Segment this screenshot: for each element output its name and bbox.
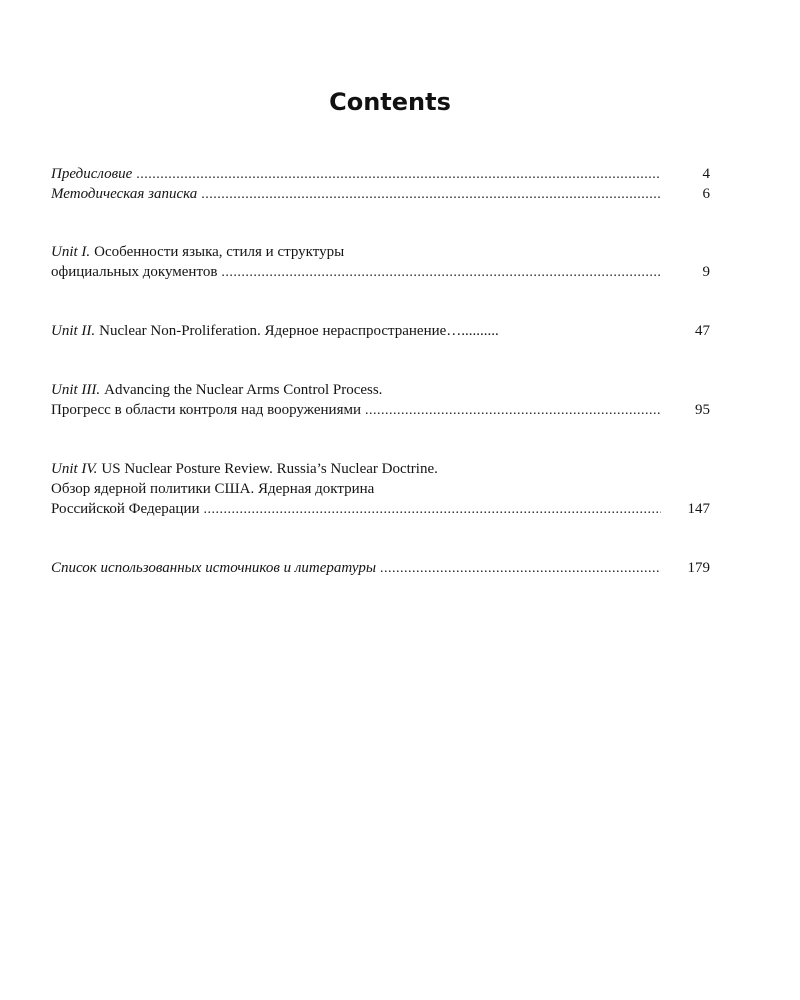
page-title: Contents xyxy=(329,88,451,116)
toc-entry-title: Advancing the Nuclear Arms Control Process. xyxy=(104,382,383,398)
toc-entry-methodical-note[interactable] xyxy=(51,184,661,204)
toc-page-number: 4 xyxy=(702,166,710,182)
toc-page-number: 179 xyxy=(687,560,710,576)
toc-entry-title: Российской Федерации xyxy=(51,501,200,517)
toc-entry-title: Предисловие xyxy=(51,166,133,182)
dot-leader xyxy=(361,401,661,420)
toc-entry-title: Список использованных источников и литературы xyxy=(51,560,376,576)
toc-entry-unit-1[interactable] xyxy=(51,242,661,262)
toc-entry-title: US Nuclear Posture Review. Russia’s Nuclear Doctrine. xyxy=(101,461,438,477)
dot-leader xyxy=(200,500,661,519)
toc-entry-unit-3-cont[interactable] xyxy=(51,400,661,420)
toc-entry-title: официальных документов xyxy=(51,264,218,280)
toc-entry-unit-2[interactable] xyxy=(51,321,661,341)
toc-page-number: 47 xyxy=(695,323,710,339)
toc-entry-unit-1-cont[interactable] xyxy=(51,262,661,282)
toc-entry-bibliography[interactable] xyxy=(51,558,661,578)
dot-leader xyxy=(217,263,661,282)
toc-unit-label: Unit IV. xyxy=(51,461,98,477)
toc-entry-title: Особенности языка, стиля и структуры xyxy=(94,244,345,260)
toc-entry-preface[interactable] xyxy=(51,164,661,184)
toc-entry-title: Nuclear Non-Proliferation. Ядерное нераспространение… xyxy=(99,323,462,339)
toc-unit-label: Unit III. xyxy=(51,382,101,398)
toc-entry-title: Методическая записка xyxy=(51,186,198,202)
toc-entry-unit-4-cont[interactable] xyxy=(51,479,661,499)
toc-entry-unit-4-cont2[interactable] xyxy=(51,499,661,519)
toc-page-number: 6 xyxy=(702,186,710,202)
dot-leader: .......... xyxy=(461,323,499,339)
dot-leader xyxy=(376,559,661,578)
toc-entry-unit-4[interactable] xyxy=(51,459,661,479)
toc-entry-unit-3[interactable] xyxy=(51,380,661,400)
toc-page-number: 9 xyxy=(702,264,710,280)
toc-page-number: 147 xyxy=(687,501,710,517)
toc-unit-label: Unit I. xyxy=(51,244,91,260)
dot-leader xyxy=(132,165,661,184)
toc-unit-label: Unit II. xyxy=(51,323,96,339)
dot-leader xyxy=(197,185,661,204)
toc-entry-title: Прогресс в области контроля над вооружениями xyxy=(51,402,361,418)
toc-entry-title: Обзор ядерной политики США. Ядерная доктрина xyxy=(51,481,375,497)
toc-page-number: 95 xyxy=(695,402,710,418)
